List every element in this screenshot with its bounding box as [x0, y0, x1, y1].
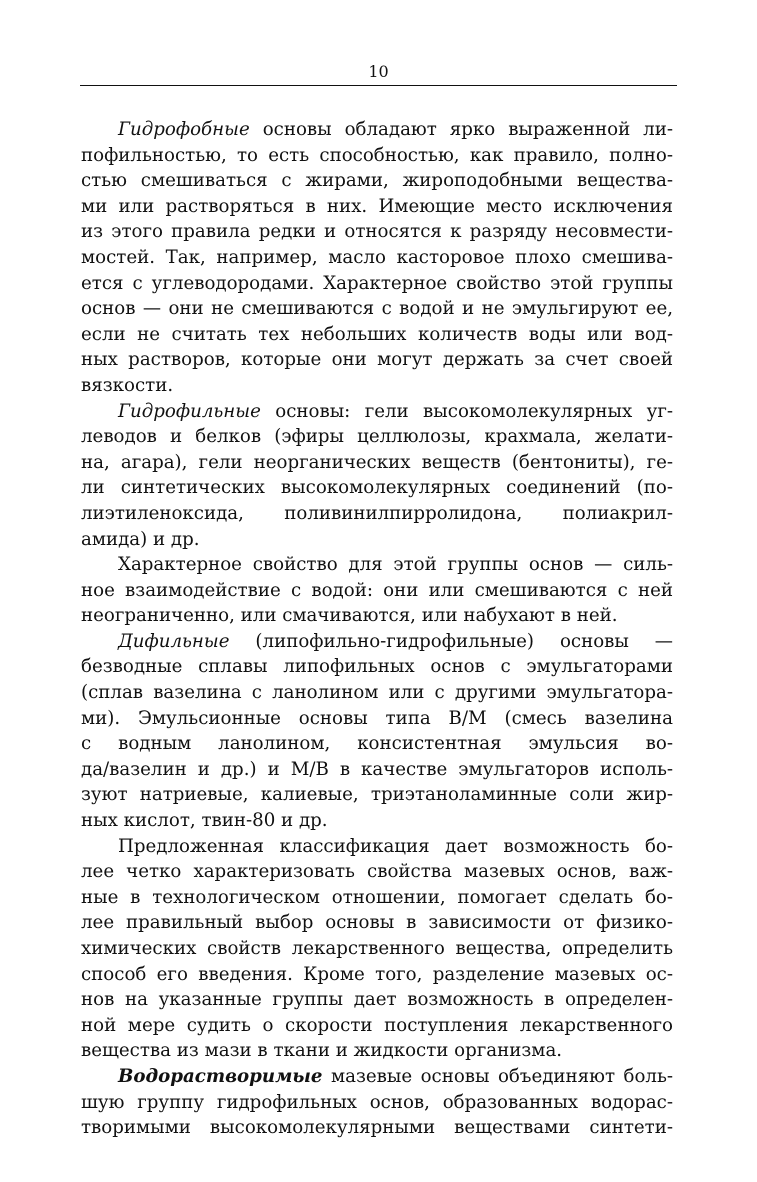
text-segment: ных растворов, которые они могут держать за счет своей: [81, 349, 673, 371]
text-segment: амида) и др.: [81, 528, 200, 550]
text-line: [81, 143, 673, 169]
text-line: [81, 629, 673, 655]
text-line: [81, 399, 673, 425]
text-line: [81, 219, 673, 245]
text-segment: ли синтетических высокомолекулярных соединений (по-: [81, 477, 673, 499]
paragraph: [81, 399, 673, 553]
text-segment: на, агара), гели неорганических веществ (бентониты), ге-: [81, 451, 673, 473]
text-segment: химических свойств лекарственного вещества, определить: [81, 938, 673, 959]
text-segment: ные в технологическом отношении, помогает сделать бо-: [81, 886, 673, 908]
text-segment: ных кислот, твин-80 и др.: [81, 810, 328, 832]
text-segment: пофильностью, то есть способностью, как правило, полно-: [81, 144, 673, 166]
text-segment: основы: гели высокомолекулярных уг-: [260, 400, 673, 422]
emphasized-term: Гидрофильные: [118, 400, 261, 422]
text-segment: из этого правила редки и относятся к разряду несовмести-: [81, 221, 673, 243]
text-line: [81, 501, 673, 527]
text-line: [81, 475, 673, 501]
text-segment: если не считать тех небольших количеств воды или вод-: [81, 323, 673, 345]
text-segment: основы обладают ярко выраженной ли-: [249, 119, 673, 140]
text-segment: безводные сплавы липофильных основ с эмульгаторами: [81, 656, 673, 678]
text-line: [81, 578, 673, 604]
paragraph: [81, 117, 673, 399]
text-segment: леводов и белков (эфиры целлюлозы, крахмала, желати-: [81, 426, 673, 448]
text-segment: нов на указанные группы дает возможность в определен-: [81, 989, 673, 1011]
text-line: [81, 1064, 673, 1090]
emphasized-term: Дифильные: [118, 630, 230, 652]
text-line: [81, 808, 673, 834]
text-segment: Характерное свойство для этой группы основ — силь-: [118, 554, 673, 576]
text-segment: основ — они не смешиваются с водой и не эмульгируют ее,: [81, 298, 673, 320]
text-segment: ной мере судить о скорости поступления лекарственного: [81, 1014, 673, 1036]
text-line: [81, 194, 673, 220]
paragraph: [81, 1064, 673, 1141]
text-line: [81, 936, 673, 962]
text-segment: стью смешиваться с жирами, жироподобными вещества-: [81, 170, 673, 192]
text-segment: лее четко характеризовать свойства мазевых основ, важ-: [81, 861, 673, 883]
text-line: [81, 296, 673, 322]
text-segment: да/вазелин и др.) и М/В в качестве эмульгаторов исполь-: [81, 758, 673, 780]
text-line: [81, 168, 673, 194]
text-segment: мостей. Так, например, масло касторовое плохо смешива-: [81, 246, 673, 268]
header-rule: [80, 85, 677, 86]
text-segment: с водным ланолином, консистентная эмульсия во-: [81, 733, 673, 755]
text-line: [81, 552, 673, 578]
text-line: [81, 859, 673, 885]
text-line: [81, 603, 673, 629]
text-segment: вязкости.: [81, 374, 174, 396]
text-line: [81, 373, 673, 399]
text-line: [81, 987, 673, 1013]
text-line: [81, 757, 673, 783]
text-body: [81, 117, 673, 1141]
text-line: [81, 347, 673, 373]
text-segment: неограниченно, или смачиваются, или набухают в ней.: [81, 605, 618, 627]
text-line: [81, 117, 673, 143]
text-line: [81, 680, 673, 706]
text-line: [81, 1090, 673, 1116]
text-line: [81, 527, 673, 553]
text-line: [81, 782, 673, 808]
text-segment: ми или растворяться в них. Имеющие место исключения: [81, 195, 673, 217]
text-segment: лее правильный выбор основы в зависимости от физико-: [81, 912, 673, 934]
text-line: [81, 834, 673, 860]
text-line: [81, 731, 673, 757]
text-line: [81, 654, 673, 680]
text-segment: ное взаимодействие с водой: они или смешиваются с ней: [81, 579, 673, 601]
text-line: [81, 322, 673, 348]
text-segment: творимыми высокомолекулярными веществами синтети-: [81, 1117, 673, 1139]
text-segment: лиэтиленоксида, поливинилпирролидона, полиакрил-: [81, 502, 673, 524]
text-segment: шую группу гидрофильных основ, образованных водорас-: [81, 1091, 673, 1113]
text-segment: (липофильно-гидрофильные) основы —: [229, 630, 673, 652]
emphasized-term: Водорастворимые: [118, 1065, 323, 1087]
text-segment: мазевые основы объединяют боль-: [322, 1065, 673, 1087]
text-segment: ется с углеводородами. Характерное свойство этой группы: [81, 272, 673, 294]
text-segment: Предложенная классификация дает возможность бо-: [118, 835, 673, 857]
text-segment: ми). Эмульсионные основы типа В/М (смесь вазелина: [81, 707, 673, 729]
page-number: 10: [368, 62, 389, 81]
text-line: [81, 271, 673, 297]
text-line: [81, 450, 673, 476]
text-line: [81, 424, 673, 450]
emphasized-term: Гидрофобные: [118, 119, 250, 140]
text-segment: зуют натриевые, калиевые, триэтаноламинные соли жир-: [81, 784, 673, 806]
text-segment: способ его введения. Кроме того, разделение мазевых ос-: [81, 963, 673, 985]
text-line: [81, 1038, 673, 1064]
paragraph: [81, 552, 673, 629]
text-line: [81, 245, 673, 271]
paragraph: [81, 629, 673, 834]
text-line: [81, 885, 673, 911]
text-segment: (сплав вазелина с ланолином или с другими эмульгатора-: [81, 682, 673, 704]
text-line: [81, 706, 673, 732]
text-line: [81, 1013, 673, 1039]
text-segment: вещества из мази в ткани и жидкости организма.: [81, 1040, 563, 1062]
paragraph: [81, 834, 673, 1064]
text-line: [81, 910, 673, 936]
text-line: [81, 1115, 673, 1141]
text-line: [81, 962, 673, 988]
